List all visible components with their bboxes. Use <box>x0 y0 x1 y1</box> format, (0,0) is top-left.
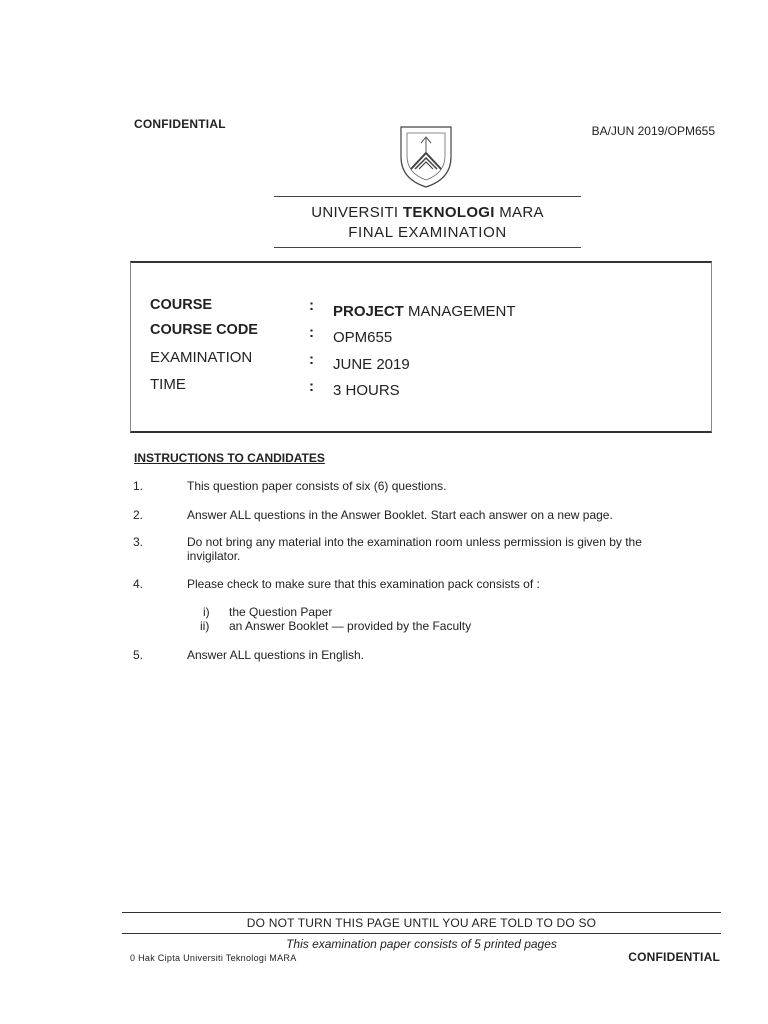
footer-page-count: This examination paper consists of 5 printed pages <box>286 937 557 951</box>
examination-value: JUNE 2019 <box>333 356 410 373</box>
instruction-number: 4. <box>133 577 144 591</box>
instruction-text: Please check to make sure that this examination pack consists of : <box>187 577 540 591</box>
instruction-text: Answer ALL questions in the Answer Booklet. Start each answer on a new page. <box>187 508 613 522</box>
exam-title: FINAL EXAMINATION <box>348 224 507 241</box>
footer-rule-bottom <box>122 933 721 934</box>
instruction-number: 5. <box>133 648 144 662</box>
pack-item-number: i) <box>203 605 210 619</box>
footer-warning: DO NOT TURN THIS PAGE UNTIL YOU ARE TOLD TO DO SO <box>246 916 597 930</box>
instruction-number: 1. <box>133 479 144 493</box>
course-code-label: COURSE CODE <box>150 322 258 338</box>
instruction-number: 3. <box>133 535 144 549</box>
title-rule-bottom <box>274 247 581 248</box>
pack-item-number: ii) <box>200 619 210 633</box>
course-code-colon: : <box>309 324 314 341</box>
footer-rule-top <box>122 912 721 913</box>
course-colon: : <box>309 297 314 314</box>
instruction-text: Answer ALL questions in English. <box>187 648 364 662</box>
course-code-value: OPM655 <box>333 329 393 346</box>
instruction-number: 2. <box>133 508 144 522</box>
course-label: COURSE <box>150 297 213 313</box>
footer-copyright: 0 Hak Cipta Universiti Teknologi MARA <box>130 953 297 963</box>
time-label: TIME <box>150 376 186 393</box>
title-rule-top <box>274 196 581 197</box>
university-name: UNIVERSITI TEKNOLOGI MARA <box>311 204 544 221</box>
footer-confidential-label: CONFIDENTIAL <box>628 950 720 964</box>
paper-code: BA/JUN 2019/OPM655 <box>591 124 715 138</box>
time-value: 3 HOURS <box>333 382 400 399</box>
pack-item-text: an Answer Booklet — provided by the Faculty <box>229 619 472 633</box>
university-crest-icon <box>397 123 455 189</box>
examination-label: EXAMINATION <box>150 349 253 366</box>
instructions-title: INSTRUCTIONS TO CANDIDATES <box>134 451 325 465</box>
time-colon: : <box>309 378 314 395</box>
examination-colon: : <box>309 351 314 368</box>
instruction-text: Do not bring any material into the examination room unless permission is given by the invigilator. <box>187 535 642 563</box>
course-value: PROJECT MANAGEMENT <box>333 303 516 320</box>
pack-item-text: the Question Paper <box>229 605 333 619</box>
course-details-box <box>130 261 712 433</box>
confidential-header-label: CONFIDENTIAL <box>134 117 226 131</box>
instruction-text: This question paper consists of six (6) questions. <box>187 479 447 493</box>
